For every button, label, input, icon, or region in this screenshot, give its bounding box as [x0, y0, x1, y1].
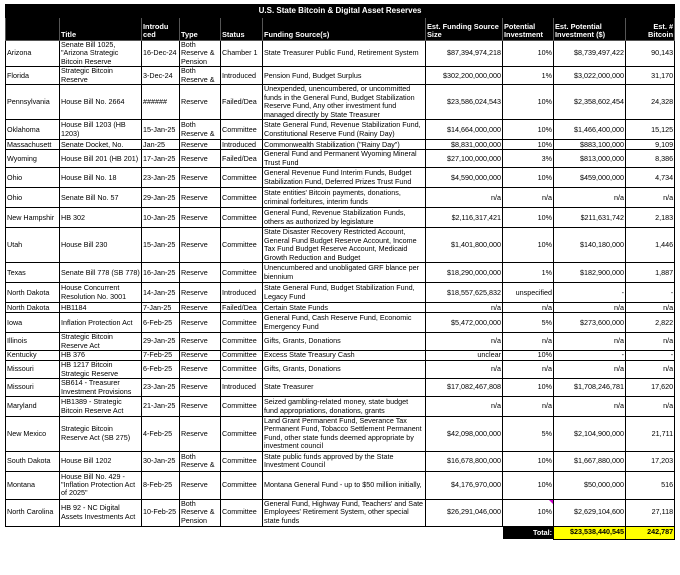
funding-source-cell[interactable]: General Fund, Revenue Stabilization Funds, others as authorized by legislature — [263, 208, 426, 228]
funding-source-cell[interactable]: State General Fund, Revenue Stabilization Fund, Constitutional Reserve Fund (Rainy Day) — [263, 120, 426, 140]
type-cell[interactable]: Reserve — [180, 228, 221, 263]
type-cell[interactable]: Reserve — [180, 85, 221, 120]
state-cell[interactable]: Wyoming — [6, 150, 60, 168]
type-cell[interactable]: Both Reserve & — [180, 120, 221, 140]
funding-size-cell[interactable]: $1,401,800,000 — [426, 228, 503, 263]
status-cell[interactable]: Committee — [221, 471, 263, 499]
introduced-cell[interactable]: 8-Feb-25 — [142, 471, 180, 499]
type-cell[interactable]: Both Reserve & — [180, 67, 221, 85]
est-bitcoin-cell[interactable]: n/a — [626, 333, 675, 351]
table-row — [6, 140, 675, 150]
state-cell[interactable]: Ohio — [6, 188, 60, 208]
status-cell[interactable]: Committee — [221, 168, 263, 188]
est-bitcoin-cell[interactable]: 24,328 — [626, 85, 675, 120]
funding-size-cell[interactable]: $87,394,974,218 — [426, 41, 503, 67]
state-cell[interactable]: Massachusett — [6, 140, 60, 150]
table-row — [6, 41, 675, 67]
table-row — [6, 150, 675, 168]
funding-source-cell[interactable]: Certain State Funds — [263, 303, 426, 313]
state-cell[interactable]: Florida — [6, 67, 60, 85]
col-header-introduced[interactable]: Introdu ced — [142, 18, 180, 41]
title-cell[interactable]: HB 302 — [60, 208, 142, 228]
title-cell[interactable]: HB 376 — [60, 351, 142, 361]
introduced-cell[interactable]: 7-Feb-25 — [142, 351, 180, 361]
status-cell[interactable]: Introduced — [221, 67, 263, 85]
potential-investment-cell[interactable]: 3% — [503, 150, 554, 168]
est-bitcoin-cell[interactable]: 21,711 — [626, 417, 675, 452]
funding-size-cell[interactable]: $42,098,000,000 — [426, 417, 503, 452]
funding-size-cell[interactable]: n/a — [426, 397, 503, 417]
title-cell[interactable]: SB614 - Treasurer Investment Provisions — [60, 379, 142, 397]
status-cell[interactable]: Committee — [221, 361, 263, 379]
est-investment-cell[interactable]: - — [554, 351, 626, 361]
est-bitcoin-cell[interactable]: 2,822 — [626, 313, 675, 333]
title-cell[interactable]: House Bill 1202 — [60, 451, 142, 471]
state-cell[interactable]: Montana — [6, 471, 60, 499]
table-row — [6, 417, 675, 452]
state-cell[interactable]: North Carolina — [6, 499, 60, 526]
funding-source-cell[interactable]: Montana General Fund - up to $50 million initially, — [263, 471, 426, 499]
funding-size-cell[interactable]: n/a — [426, 303, 503, 313]
potential-investment-cell[interactable]: n/a — [503, 333, 554, 351]
potential-investment-cell[interactable]: 10% — [503, 351, 554, 361]
potential-investment-cell[interactable]: n/a — [503, 188, 554, 208]
introduced-cell[interactable]: 30-Jan-25 — [142, 451, 180, 471]
status-cell[interactable]: Chamber 1 — [221, 41, 263, 67]
funding-size-cell[interactable]: $2,116,317,421 — [426, 208, 503, 228]
est-investment-cell[interactable]: $3,022,000,000 — [554, 67, 626, 85]
est-bitcoin-cell[interactable]: 516 — [626, 471, 675, 499]
type-cell[interactable]: Reserve — [180, 351, 221, 361]
title-cell[interactable]: House Bill 1203 (HB 1203) — [60, 120, 142, 140]
type-cell[interactable]: Reserve — [180, 208, 221, 228]
potential-investment-cell[interactable]: 10% — [503, 120, 554, 140]
col-header-funding-size[interactable]: Est. Funding Source Size — [426, 18, 503, 41]
funding-size-cell[interactable]: $4,590,000,000 — [426, 168, 503, 188]
title-cell[interactable]: Senate Bill 1025, "Arizona Strategic Bitcoin Reserve — [60, 41, 142, 67]
type-cell[interactable]: Reserve — [180, 417, 221, 452]
table-row — [6, 303, 675, 313]
est-bitcoin-cell[interactable]: 27,118 — [626, 499, 675, 526]
est-bitcoin-cell[interactable]: n/a — [626, 361, 675, 379]
table-row — [6, 228, 675, 263]
est-bitcoin-cell[interactable]: 9,109 — [626, 140, 675, 150]
table-row — [6, 499, 675, 526]
funding-source-cell[interactable]: State entities' Bitcoin payments, donations, criminal forfeitures, interim funds — [263, 188, 426, 208]
est-bitcoin-cell[interactable]: - — [626, 351, 675, 361]
col-header-est-bitcoin[interactable]: Est. # Bitcoin — [626, 18, 675, 41]
table-body — [6, 41, 675, 527]
potential-investment-cell[interactable]: 1% — [503, 263, 554, 283]
funding-size-cell[interactable]: $17,082,467,808 — [426, 379, 503, 397]
state-cell[interactable]: North Dakota — [6, 283, 60, 303]
funding-source-cell[interactable]: Gifts, Grants, Donations — [263, 361, 426, 379]
table-row — [6, 263, 675, 283]
potential-investment-cell[interactable]: unspecified — [503, 283, 554, 303]
table-row — [6, 168, 675, 188]
funding-size-cell[interactable]: n/a — [426, 361, 503, 379]
type-cell[interactable]: Reserve — [180, 283, 221, 303]
status-cell[interactable]: Committee — [221, 351, 263, 361]
state-cell[interactable]: South Dakota — [6, 451, 60, 471]
status-cell[interactable]: Committee — [221, 313, 263, 333]
funding-source-cell[interactable]: State Treasurer — [263, 379, 426, 397]
table-row — [6, 283, 675, 303]
table-row — [6, 208, 675, 228]
est-bitcoin-cell[interactable]: 17,203 — [626, 451, 675, 471]
type-cell[interactable]: Reserve — [180, 471, 221, 499]
est-investment-cell[interactable]: n/a — [554, 361, 626, 379]
introduced-cell[interactable]: 7-Jan-25 — [142, 303, 180, 313]
introduced-cell[interactable]: 29-Jan-25 — [142, 333, 180, 351]
potential-investment-cell[interactable]: 10% — [503, 85, 554, 120]
totals-investment-cell[interactable]: $23,538,440,545 — [554, 526, 626, 539]
state-cell[interactable]: Missouri — [6, 379, 60, 397]
funding-size-cell[interactable]: $4,176,970,000 — [426, 471, 503, 499]
introduced-cell[interactable]: ###### — [142, 85, 180, 120]
status-cell[interactable]: Introduced — [221, 283, 263, 303]
state-cell[interactable]: Utah — [6, 228, 60, 263]
title-cell[interactable]: HB1389 - Strategic Bitcoin Reserve Act — [60, 397, 142, 417]
status-cell[interactable]: Committee — [221, 333, 263, 351]
status-cell[interactable]: Introduced — [221, 379, 263, 397]
introduced-cell[interactable]: 15-Jan-25 — [142, 228, 180, 263]
potential-investment-cell[interactable]: 10% — [503, 208, 554, 228]
status-cell[interactable]: Committee — [221, 451, 263, 471]
col-header-title[interactable]: Title — [60, 18, 142, 41]
type-cell[interactable]: Both Reserve & — [180, 451, 221, 471]
type-cell[interactable]: Reserve — [180, 333, 221, 351]
col-header-est-investment[interactable]: Est. Potential Investment ($) — [554, 18, 626, 41]
status-cell[interactable]: Committee — [221, 120, 263, 140]
est-bitcoin-cell[interactable]: 17,620 — [626, 379, 675, 397]
state-cell[interactable]: New Mexico — [6, 417, 60, 452]
table-row — [6, 333, 675, 351]
title-cell[interactable]: House Bill No. 429 - "Inflation Protection Act of 2025" — [60, 471, 142, 499]
title-cell[interactable]: Strategic Bitcoin Reserve — [60, 67, 142, 85]
est-bitcoin-cell[interactable]: 31,170 — [626, 67, 675, 85]
table-row — [6, 67, 675, 85]
introduced-cell[interactable]: 14-Jan-25 — [142, 283, 180, 303]
funding-source-cell[interactable]: State public funds approved by the State Investment Council — [263, 451, 426, 471]
status-cell[interactable]: Failed/Dea — [221, 303, 263, 313]
potential-investment-cell[interactable]: 10% — [503, 499, 554, 526]
title-cell[interactable]: House Concurrent Resolution No. 3001 — [60, 283, 142, 303]
table-title: U.S. State Bitcoin & Digital Asset Reserves — [6, 5, 675, 18]
potential-investment-cell[interactable]: 1% — [503, 67, 554, 85]
table-row — [6, 379, 675, 397]
funding-source-cell[interactable]: Land Grant Permanent Fund, Severance Tax Permanent Fund, Tobacco Settlement Permanent Fund, other state funds deemed appropriate by investment council — [263, 417, 426, 452]
est-investment-cell[interactable]: $273,600,000 — [554, 313, 626, 333]
introduced-cell[interactable]: 10-Jan-25 — [142, 208, 180, 228]
est-investment-cell[interactable]: $883,100,000 — [554, 140, 626, 150]
est-investment-cell[interactable]: n/a — [554, 303, 626, 313]
funding-size-cell[interactable]: n/a — [426, 333, 503, 351]
est-investment-cell[interactable]: $2,358,602,454 — [554, 85, 626, 120]
est-bitcoin-cell[interactable]: 1,887 — [626, 263, 675, 283]
funding-source-cell[interactable]: Unencumbered and unobligated GRF blance per biennium — [263, 263, 426, 283]
funding-size-cell[interactable]: $18,290,000,000 — [426, 263, 503, 283]
title-cell[interactable]: HB1184 — [60, 303, 142, 313]
est-investment-cell[interactable]: $1,708,246,781 — [554, 379, 626, 397]
introduced-cell[interactable]: 15-Jan-25 — [142, 120, 180, 140]
est-bitcoin-cell[interactable]: 15,125 — [626, 120, 675, 140]
potential-investment-cell[interactable]: 10% — [503, 228, 554, 263]
introduced-cell[interactable]: 23-Jan-25 — [142, 168, 180, 188]
status-cell[interactable]: Committee — [221, 228, 263, 263]
type-cell[interactable]: Reserve — [180, 303, 221, 313]
funding-source-cell[interactable]: Unexpended, unencumbered, or uncommitted funds in the General Fund, Budget Stabilization Reserve Fund, Any other investment fund managed directly by State Treasurer — [263, 85, 426, 120]
status-cell[interactable]: Introduced — [221, 140, 263, 150]
type-cell[interactable]: Reserve — [180, 150, 221, 168]
potential-investment-cell[interactable]: 5% — [503, 417, 554, 452]
totals-bitcoin-cell[interactable]: 242,787 — [626, 526, 675, 539]
potential-investment-cell[interactable]: 10% — [503, 471, 554, 499]
totals-row — [6, 526, 675, 539]
title-cell[interactable]: House Bill No. 18 — [60, 168, 142, 188]
est-investment-cell[interactable]: $459,000,000 — [554, 168, 626, 188]
est-bitcoin-cell[interactable]: 8,386 — [626, 150, 675, 168]
introduced-cell[interactable]: 21-Jan-25 — [142, 397, 180, 417]
type-cell[interactable]: Reserve — [180, 188, 221, 208]
type-cell[interactable]: Both Reserve & Pension — [180, 41, 221, 67]
est-investment-cell[interactable]: $182,900,000 — [554, 263, 626, 283]
status-cell[interactable]: Committee — [221, 188, 263, 208]
est-investment-cell[interactable]: n/a — [554, 397, 626, 417]
funding-source-cell[interactable]: General Fund and Permanent Wyoming Mineral Trust Fund — [263, 150, 426, 168]
title-cell[interactable]: Strategic Bitcoin Reserve Act (SB 275) — [60, 417, 142, 452]
potential-investment-cell[interactable]: 10% — [503, 451, 554, 471]
introduced-cell[interactable]: 6-Feb-25 — [142, 361, 180, 379]
title-cell[interactable]: House Bill 230 — [60, 228, 142, 263]
potential-investment-cell[interactable]: 10% — [503, 140, 554, 150]
introduced-cell[interactable]: 10-Feb-25 — [142, 499, 180, 526]
table-row — [6, 397, 675, 417]
title-cell[interactable]: House Bill No. 2664 — [60, 85, 142, 120]
est-bitcoin-cell[interactable]: n/a — [626, 188, 675, 208]
funding-source-cell[interactable]: Gifts, Grants, Donations — [263, 333, 426, 351]
potential-investment-cell[interactable]: 10% — [503, 41, 554, 67]
status-cell[interactable]: Committee — [221, 417, 263, 452]
type-cell[interactable]: Reserve — [180, 313, 221, 333]
funding-source-cell[interactable]: General Fund, Cash Reserve Fund, Economic Emergency Fund — [263, 313, 426, 333]
introduced-cell[interactable]: 17-Jan-25 — [142, 150, 180, 168]
introduced-cell[interactable]: 16-Dec-24 — [142, 41, 180, 67]
state-cell[interactable]: New Hampshir — [6, 208, 60, 228]
state-cell[interactable]: Pennsylvania — [6, 85, 60, 120]
state-cell[interactable]: Maryland — [6, 397, 60, 417]
status-cell[interactable]: Failed/Dea — [221, 85, 263, 120]
est-investment-cell[interactable]: $211,631,742 — [554, 208, 626, 228]
potential-investment-cell[interactable]: 5% — [503, 313, 554, 333]
funding-source-cell[interactable]: State General Fund, Budget Stabilization Fund, Legacy Fund — [263, 283, 426, 303]
funding-source-cell[interactable]: General Revenue Fund Interim Funds, Budget Stabilization Fund, Deferred Prizes Trust Fund — [263, 168, 426, 188]
est-investment-cell[interactable]: n/a — [554, 333, 626, 351]
funding-size-cell[interactable]: $302,200,000,000 — [426, 67, 503, 85]
est-investment-cell[interactable]: $50,000,000 — [554, 471, 626, 499]
totals-label[interactable]: Total: — [503, 526, 554, 539]
title-cell[interactable]: HB 92 - NC Digital Assets Investments Act — [60, 499, 142, 526]
state-cell[interactable]: Arizona — [6, 41, 60, 67]
est-investment-cell[interactable]: $8,739,497,422 — [554, 41, 626, 67]
est-bitcoin-cell[interactable]: n/a — [626, 397, 675, 417]
spreadsheet — [5, 4, 674, 540]
table-row — [6, 361, 675, 379]
est-bitcoin-cell[interactable]: 90,143 — [626, 41, 675, 67]
type-cell[interactable]: Reserve — [180, 263, 221, 283]
est-bitcoin-cell[interactable]: 1,446 — [626, 228, 675, 263]
introduced-cell[interactable]: Jan-25 — [142, 140, 180, 150]
table-row — [6, 313, 675, 333]
potential-investment-cell[interactable]: 10% — [503, 168, 554, 188]
est-investment-cell[interactable]: $2,104,900,000 — [554, 417, 626, 452]
status-cell[interactable]: Committee — [221, 263, 263, 283]
funding-source-cell[interactable]: Excess State Treasury Cash — [263, 351, 426, 361]
title-row — [6, 5, 675, 18]
est-investment-cell[interactable]: $813,000,000 — [554, 150, 626, 168]
title-cell[interactable]: Senate Docket, No. — [60, 140, 142, 150]
col-header-type[interactable]: Type — [180, 18, 221, 41]
est-investment-cell[interactable]: $1,667,880,000 — [554, 451, 626, 471]
status-cell[interactable]: Failed/Dea — [221, 150, 263, 168]
type-cell[interactable]: Reserve — [180, 361, 221, 379]
est-bitcoin-cell[interactable]: - — [626, 283, 675, 303]
state-cell[interactable]: North Dakota — [6, 303, 60, 313]
introduced-cell[interactable]: 4-Feb-25 — [142, 417, 180, 452]
table-row — [6, 471, 675, 499]
potential-investment-cell[interactable]: n/a — [503, 303, 554, 313]
col-header-status[interactable]: Status — [221, 18, 263, 41]
funding-source-cell[interactable]: Pension Fund, Budget Surplus — [263, 67, 426, 85]
table-row — [6, 188, 675, 208]
table-row — [6, 120, 675, 140]
status-cell[interactable]: Committee — [221, 208, 263, 228]
title-cell[interactable]: House Bill 201 (HB 201) — [60, 150, 142, 168]
funding-source-cell[interactable]: Seized gambling-related money, state budget fund appropriations, donations, grants — [263, 397, 426, 417]
type-cell[interactable]: Reserve — [180, 140, 221, 150]
funding-source-cell[interactable]: State Disaster Recovery Restricted Account, General Fund Budget Reserve Account, Income Tax Fund Budget Reserve Account, Medicaid Growth Reduction and Budget — [263, 228, 426, 263]
funding-size-cell[interactable]: $16,678,800,000 — [426, 451, 503, 471]
type-cell[interactable]: Reserve — [180, 168, 221, 188]
est-investment-cell[interactable]: $140,180,000 — [554, 228, 626, 263]
title-cell[interactable]: Inflation Protection Act — [60, 313, 142, 333]
funding-size-cell[interactable]: n/a — [426, 188, 503, 208]
potential-investment-cell[interactable]: n/a — [503, 397, 554, 417]
funding-size-cell[interactable]: unclear — [426, 351, 503, 361]
funding-size-cell[interactable]: $18,557,625,832 — [426, 283, 503, 303]
est-investment-cell[interactable]: $2,629,104,600 — [554, 499, 626, 526]
col-header-state[interactable] — [6, 18, 60, 41]
introduced-cell[interactable]: 23-Jan-25 — [142, 379, 180, 397]
type-cell[interactable]: Both Reserve & Pension — [180, 499, 221, 526]
col-header-potential-investment[interactable]: Potential Investment — [503, 18, 554, 41]
state-cell[interactable]: Ohio — [6, 168, 60, 188]
potential-investment-cell[interactable]: 10% — [503, 379, 554, 397]
totals-spacer — [6, 526, 503, 539]
est-bitcoin-cell[interactable]: 4,734 — [626, 168, 675, 188]
state-cell[interactable]: Kentucky — [6, 351, 60, 361]
introduced-cell[interactable]: 16-Jan-25 — [142, 263, 180, 283]
title-cell[interactable]: Senate Bill 778 (SB 778) — [60, 263, 142, 283]
funding-source-cell[interactable]: General Fund, Highway Fund, Teachers' and Sate Employees' Retirement System, other special state funds — [263, 499, 426, 526]
state-cell[interactable]: Illinois — [6, 333, 60, 351]
table-row — [6, 451, 675, 471]
status-cell[interactable]: Committee — [221, 499, 263, 526]
est-investment-cell[interactable]: $1,466,400,000 — [554, 120, 626, 140]
table-row — [6, 351, 675, 361]
introduced-cell[interactable]: 29-Jan-25 — [142, 188, 180, 208]
est-investment-cell[interactable]: n/a — [554, 188, 626, 208]
potential-investment-cell[interactable]: n/a — [503, 361, 554, 379]
introduced-cell[interactable]: 3-Dec-24 — [142, 67, 180, 85]
state-cell[interactable]: Iowa — [6, 313, 60, 333]
est-investment-cell[interactable]: - — [554, 283, 626, 303]
status-cell[interactable]: Committee — [221, 397, 263, 417]
state-cell[interactable]: Missouri — [6, 361, 60, 379]
col-header-funding-sources[interactable]: Funding Source(s) — [263, 18, 426, 41]
funding-source-cell[interactable]: Commonwealth Stabilization ("Rainy Day") — [263, 140, 426, 150]
reserves-table — [5, 4, 675, 540]
funding-size-cell[interactable]: $8,831,000,000 — [426, 140, 503, 150]
funding-size-cell[interactable]: $14,664,000,000 — [426, 120, 503, 140]
funding-size-cell[interactable]: $5,472,000,000 — [426, 313, 503, 333]
title-cell[interactable]: Senate Bill No. 57 — [60, 188, 142, 208]
state-cell[interactable]: Texas — [6, 263, 60, 283]
funding-source-cell[interactable]: State Treasurer Public Fund, Retirement System — [263, 41, 426, 67]
title-cell[interactable]: HB 1217 Bitcoin Strategic Reserve — [60, 361, 142, 379]
funding-size-cell[interactable]: $26,291,046,000 — [426, 499, 503, 526]
introduced-cell[interactable]: 6-Feb-25 — [142, 313, 180, 333]
state-cell[interactable]: Oklahoma — [6, 120, 60, 140]
est-bitcoin-cell[interactable]: 2,183 — [626, 208, 675, 228]
type-cell[interactable]: Reserve — [180, 379, 221, 397]
title-cell[interactable]: Strategic Bitcoin Reserve Act — [60, 333, 142, 351]
table-row — [6, 85, 675, 120]
funding-size-cell[interactable]: $23,586,024,543 — [426, 85, 503, 120]
est-bitcoin-cell[interactable]: n/a — [626, 303, 675, 313]
header-row — [6, 18, 675, 41]
funding-size-cell[interactable]: $27,100,000,000 — [426, 150, 503, 168]
type-cell[interactable]: Reserve — [180, 397, 221, 417]
